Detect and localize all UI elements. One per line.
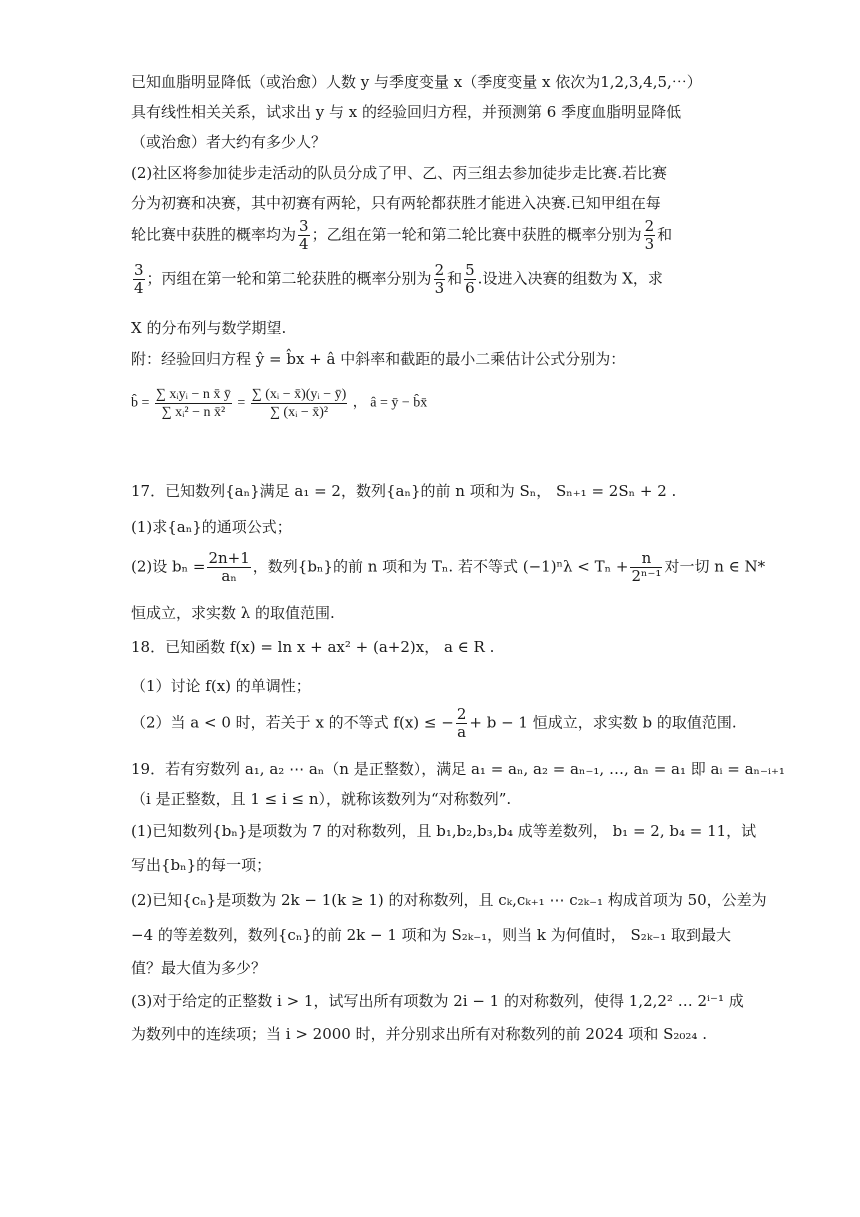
fraction	[298, 218, 310, 253]
numerator: 3	[134, 261, 144, 279]
equals-sign: =	[237, 395, 246, 411]
text-span: (2)设 bₙ =	[131, 557, 206, 576]
fraction	[434, 262, 446, 297]
text-line: 具有线性相关关系，试求出 y 与 x 的经验回归方程，并预测第 6 季度血脂明显降低	[131, 103, 682, 121]
text-line: (3)对于给定的正整数 i > 1，试写出所有项数为 2i − 1 的对称数列，使得 1,2,2² … 2ⁱ⁻¹ 成	[131, 992, 744, 1010]
numerator: 5	[465, 261, 475, 279]
text-line: （1）讨论 f(x) 的单调性；	[131, 677, 311, 695]
numerator: 3	[299, 217, 309, 235]
text-line: (2)已知{cₙ}是项数为 2k − 1(k ≥ 1) 的对称数列，且 cₖ,cₖ₊₁ ⋯ c₂ₖ₋₁ 构成首项为 50，公差为	[131, 891, 767, 909]
denominator: 6	[465, 279, 475, 297]
numerator: 2n+1	[208, 549, 250, 567]
fraction	[155, 386, 232, 421]
text-span: 轮比赛中获胜的概率均为	[131, 225, 297, 244]
fraction	[644, 218, 656, 253]
text-line: 已知血脂明显降低（或治愈）人数 y 与季度变量 x（季度变量 x 依次为1,2,3,4,5,⋯）	[131, 73, 702, 91]
text-line: 值？最大值为多少？	[131, 959, 267, 977]
numerator: 2	[456, 705, 467, 723]
text-line: （i 是正整数，且 1 ≤ i ≤ n），就称该数列为“对称数列”.	[131, 790, 512, 808]
text-span: （2）当 a < 0 时，若关于 x 的不等式 f(x) ≤ −	[131, 713, 454, 732]
text-span: ；丙组在第一轮和第二轮获胜的概率分别为	[146, 269, 432, 288]
fraction	[464, 262, 476, 297]
text-line: 17．已知数列{aₙ}满足 a₁ = 2，数列{aₙ}的前 n 项和为 Sₙ， Sₙ₊₁ = 2Sₙ + 2 .	[131, 482, 677, 500]
text-span: ；乙组在第一轮和第二轮比赛中获胜的概率分别为	[311, 225, 642, 244]
numerator: ∑ xᵢyᵢ − n x̄ ȳ	[155, 387, 231, 402]
text-line: X 的分布列与数学期望.	[131, 319, 287, 337]
text-line: (1)已知数列{bₙ}是项数为 7 的对称数列，且 b₁,b₂,b₃,b₄ 成等差数列， b₁ = 2, b₄ = 11，试	[131, 822, 757, 840]
text-span: 对一切 n ∈ N*	[664, 557, 766, 576]
denominator: ∑ (xᵢ − x̄)²	[269, 405, 329, 420]
denominator: 3	[644, 235, 655, 253]
fraction	[133, 262, 145, 297]
numerator: 2	[644, 217, 655, 235]
denominator: 3	[434, 279, 445, 297]
denominator: 2ⁿ⁻¹	[631, 567, 662, 585]
numerator: 2	[434, 261, 445, 279]
least-squares-formula	[131, 386, 427, 421]
fraction	[251, 386, 348, 421]
text-span: .设进入决赛的组数为 X，求	[477, 269, 663, 288]
denominator: 4	[134, 279, 144, 297]
denominator: ∑ xᵢ² − n x̄²	[161, 405, 226, 420]
text-span: + b − 1 恒成立，求实数 b 的取值范围.	[469, 713, 737, 732]
text-span: ，数列{bₙ}的前 n 项和为 Tₙ. 若不等式 (−1)ⁿλ < Tₙ +	[252, 557, 629, 576]
fraction	[630, 550, 662, 585]
text-line-with-fractions	[131, 262, 760, 297]
numerator: ∑ (xᵢ − x̄)(yᵢ − ȳ)	[251, 387, 347, 402]
formula-tail: ， â = ȳ − b̂x̄	[352, 395, 428, 411]
text-line: 分为初赛和决赛，其中初赛有两轮，只有两轮都获胜才能进入决赛.已知甲组在每	[131, 194, 661, 212]
text-line: 18．已知函数 f(x) = ln x + ax² + (a+2)x， a ∈ R .	[131, 638, 495, 656]
text-line: (2)社区将参加徒步走活动的队员分成了甲、乙、丙三组去参加徒步走比赛.若比赛	[131, 164, 668, 182]
text-line: （或治愈）者大约有多少人？	[131, 133, 327, 151]
text-line: (1)求{aₙ}的通项公式；	[131, 518, 292, 536]
text-line: 为数列中的连续项；当 i > 2000 时，并分别求出所有对称数列的前 2024 项和 S₂₀₂₄ .	[131, 1025, 707, 1043]
fraction	[207, 550, 250, 585]
text-line: 恒成立，求实数 λ 的取值范围.	[131, 604, 335, 622]
denominator: 4	[299, 235, 309, 253]
text-line: 19．若有穷数列 a₁, a₂ ⋯ aₙ（n 是正整数），满足 a₁ = aₙ, a₂ = aₙ₋₁, …, aₙ = a₁ 即 aᵢ = aₙ₋ᵢ₊₁	[131, 760, 785, 778]
numerator: n	[630, 550, 662, 568]
text-line-with-fractions	[131, 218, 760, 253]
formula-lhs: b̂ =	[131, 395, 150, 411]
text-line: 附：经验回归方程 ŷ = b̂x + â 中斜率和截距的最小二乘估计公式分别为：	[131, 350, 626, 368]
denominator: aₙ	[221, 567, 237, 585]
text-span: 和	[657, 225, 673, 244]
fraction	[456, 706, 468, 741]
text-line-with-fractions	[131, 706, 760, 741]
text-span: 和	[447, 269, 463, 288]
text-line: −4 的等差数列，数列{cₙ}的前 2k − 1 项和为 S₂ₖ₋₁，则当 k 为何值时， S₂ₖ₋₁ 取到最大	[131, 926, 731, 944]
denominator: a	[457, 723, 467, 741]
text-line-with-fractions	[131, 549, 766, 585]
text-line: 写出{bₙ}的每一项；	[131, 856, 272, 874]
